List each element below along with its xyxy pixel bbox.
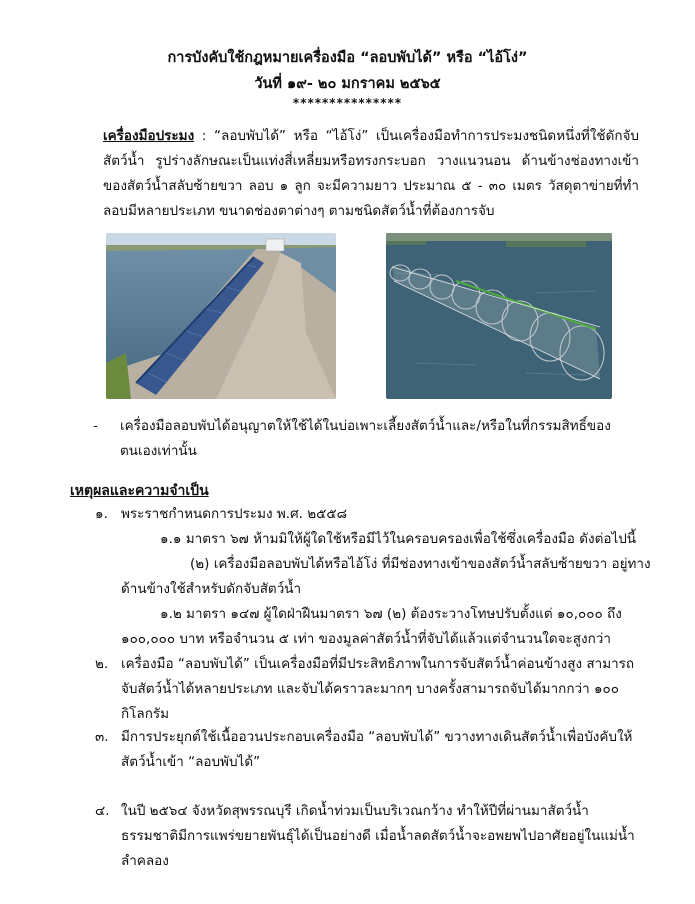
item-1-1-2-text: (๒) เครื่องมือลอบพับได้หรือไอ้โง่ ที่มีช่องทางเข้าของสัตว์น้ำสลับซ้ายขวา อยู่ทาง — [190, 556, 651, 572]
item-1-text: พระราชกำหนดการประมง พ.ศ. ๒๕๕๘ — [121, 506, 347, 522]
usage-note-text: เครื่องมือลอบพับได้อนุญาตให้ใช้ได้ในบ่อเพาะเลี้ยงสัตว์น้ำและ/หรือในที่กรรมสิทธิ์ของตนเองเท่านั้น — [120, 418, 611, 459]
intro-paragraph — [103, 124, 639, 224]
item-1-2-cont: ๑๐๐,๐๐๐ บาท หรือจำนวน ๕ เท่า ของมูลค่าสัตว์น้ำที่จับได้แล้วแต่จำนวนใดจะสูงกว่า — [121, 631, 611, 647]
item-1-2-text: ๑.๒ มาตรา ๑๔๗ ผู้ใดฝ่าฝืนมาตรา ๖๗ (๒) ต้องระวางโทษปรับตั้งแต่ ๑๐,๐๐๐ ถึง — [160, 606, 622, 622]
item-2-text: เครื่องมือ “ลอบพับได้” เป็นเครื่องมือที่มีประสิทธิภาพในการจับสัตว์น้ำค่อนข้างสูง สามารถจับสัตว์น้ำได้หลายประเภท และจับได้คราวละมากๆ บางครั้งสามารถจับได้มากกว่า ๑๐๐ กิโลกรัม — [121, 656, 635, 722]
document-title: การบังคับใช้กฎหมายเครื่องมือ “ลอบพับได้” หรือ “ไอ้โง่” — [167, 50, 528, 66]
item-4-number: ๔. — [95, 803, 110, 819]
folding-trap-on-road-photo — [106, 233, 336, 399]
item-1-1-2-cont: ด้านข้างใช้สำหรับดักจับสัตว์น้ำ — [121, 581, 302, 597]
document-date: วันที่ ๑๙- ๒๐ มกราคม ๒๕๖๕ — [254, 76, 441, 92]
intro-label: เครื่องมือประมง — [103, 128, 195, 144]
item-4-text: ในปี ๒๕๖๔ จังหวัดสุพรรณบุรี เกิดน้ำท่วมเป็นบริเวณกว้าง ทำให้ปีที่ผ่านมาสัตว์น้ำธรรมชาติมีการแพร่ขยายพันธุ์ได้เป็นอย่างดี เมื่อน้ำลดสัตว์น้ำจะอพยพไปอาศัยอยู่ในแม่น้ำลำคลอง — [121, 803, 635, 869]
item-1-number: ๑. — [95, 506, 108, 522]
item-3-text: มีการประยุกต์ใช้เนื้ออวนประกอบเครื่องมือ “ลอบพับได้” ขวางทางเดินสัตว์น้ำเพื่อบังคับให้สัตว์น้ำเข้า “ลอบพับได้” — [121, 729, 633, 770]
folding-trap-in-water-photo — [386, 233, 612, 399]
section-title: เหตุผลและความจำเป็น — [70, 483, 209, 499]
item-1-1-text: ๑.๑ มาตรา ๖๗ ห้ามมิให้ผู้ใดใช้หรือมีไว้ในครอบครองเพื่อใช้ซึ่งเครื่องมือ ดังต่อไปนี้ — [160, 531, 637, 547]
item-3-number: ๓. — [95, 729, 109, 745]
bullet-dash: - — [93, 418, 98, 434]
title-divider: *************** — [292, 96, 403, 110]
intro-text: : “ลอบพับได้” หรือ “ไอ้โง่” เป็นเครื่องมือทำการประมงชนิดหนึ่งที่ใช้ดักจับสัตว์น้ำ รูปร่างลักษณะเป็นแท่งสี่เหลี่ยมหรือทรงกระบอก วางแนวนอน ด้านข้างช่องทางเข้าของสัตว์น้ำสลับซ้ายขวา ลอบ ๑ ลูก จะมีความยาว ประมาณ ๕ - ๓๐ เมตร วัสดุตาข่ายที่ทำลอบมีหลายประเภท ขนาดช่องตาต่างๆ ตามชนิดสัตว์น้ำที่ต้องการจับ — [103, 128, 639, 219]
item-2-number: ๒. — [95, 656, 109, 672]
